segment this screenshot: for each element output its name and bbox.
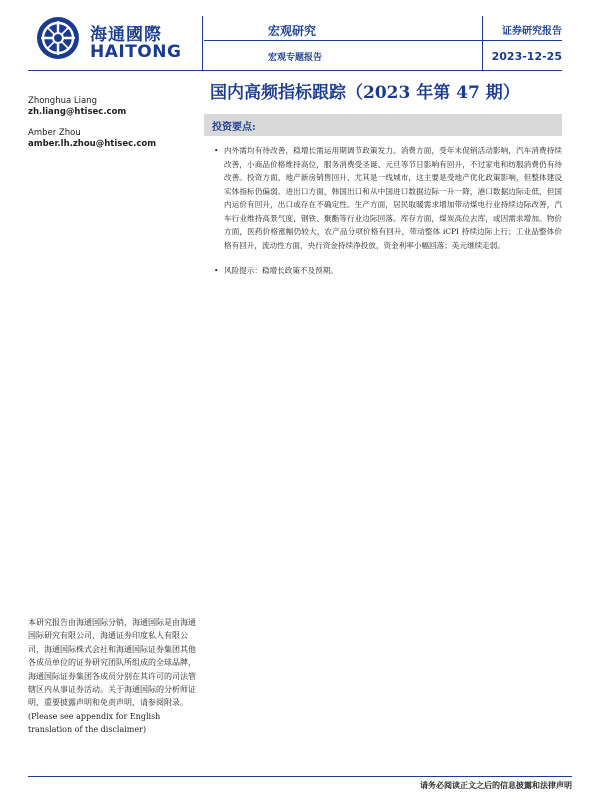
key-point-item [214,144,562,252]
brand-name-en: HAITONG [90,42,182,62]
author-2 [28,128,156,150]
report-type: 证券研究报告 [502,26,562,37]
key-point-text: 内外需均有待改善，稳增长需运用期调节政策发力。消费方面，受年末促销活动影响，汽车消费持续改善，小商品价格维持高位，服务消费受圣诞、元旦等节日影响有回升，不过家电和纺服消费仍有待改善。投资方面，地产新房销售回升，尤其是一线城市，这主要是受地产优化政策影响，但整体建设实体指标仍偏弱。进出口方面，韩国出口和从中国进口数据边际一升一降，港口数据边际走低，但国内运价有回升，出口或存在不确定性。生产方面，居民取暖需求增加带动煤电行业持续边际改善，汽车行业维持高景气度，钢铁、聚酯等行业边际回落。库存方面，煤炭高位去库，或因需求增加。物价方面，医药价格涨幅仍较大，农产品分项价格有回升，带动整体 iCPI 持续边际上行；工业品整体价格有回升，流动性方面，央行资金持续净投放，资金利率小幅回落；美元继续走弱。 [224,146,562,250]
header-divider-right [482,16,483,70]
header-rule-mid [204,40,562,41]
author-2-name: Amber Zhou [28,128,81,138]
author-2-email[interactable]: amber.lh.zhou@htisec.com [28,139,157,149]
brand-name-cn: 海通國際 [90,25,162,45]
header-rule-bottom [28,70,562,71]
footer-notice: 请务必阅读正文之后的信息披露和法律声明 [420,780,572,790]
key-point-text: 风险提示：稳增长政策不及预期。 [224,266,338,275]
author-1 [28,96,126,118]
key-points-list [214,144,562,278]
report-subcategory: 宏观专题报告 [268,53,323,63]
disclaimer: 本研究报告由海通国际分销，海通国际是由海通国际研究有限公司，海通证券印度私人有限公司，海通国际株式会社和海通国际证券集团其他各成员单位的证券研究团队所组成的全球品牌，海通国际证券集团各成员分别在其许可的司法管辖区内从事证券活动。关于海通国际的分析师证明，重要披露声明和免责声明，请参阅附录。(Please see appendix for English translation of the disclaimer) [28,618,196,735]
bullet-icon: • [214,266,219,275]
report-title: 国内高频指标跟踪（2023 年第 47 期） [210,83,520,103]
header-divider-left [202,16,203,70]
report-date: 2023-12-25 [491,50,562,63]
author-1-email[interactable]: zh.liang@htisec.com [28,107,127,117]
key-point-item [214,264,562,278]
key-points-header [204,114,562,136]
haitong-logo-icon [36,16,80,60]
bullet-icon: • [214,146,219,155]
author-1-name: Zhonghua Liang [28,96,97,106]
key-points-label: 投资要点: [212,122,256,133]
haitong-logo [36,16,186,64]
report-category: 宏观研究 [268,24,317,38]
footer-rule [28,776,572,777]
